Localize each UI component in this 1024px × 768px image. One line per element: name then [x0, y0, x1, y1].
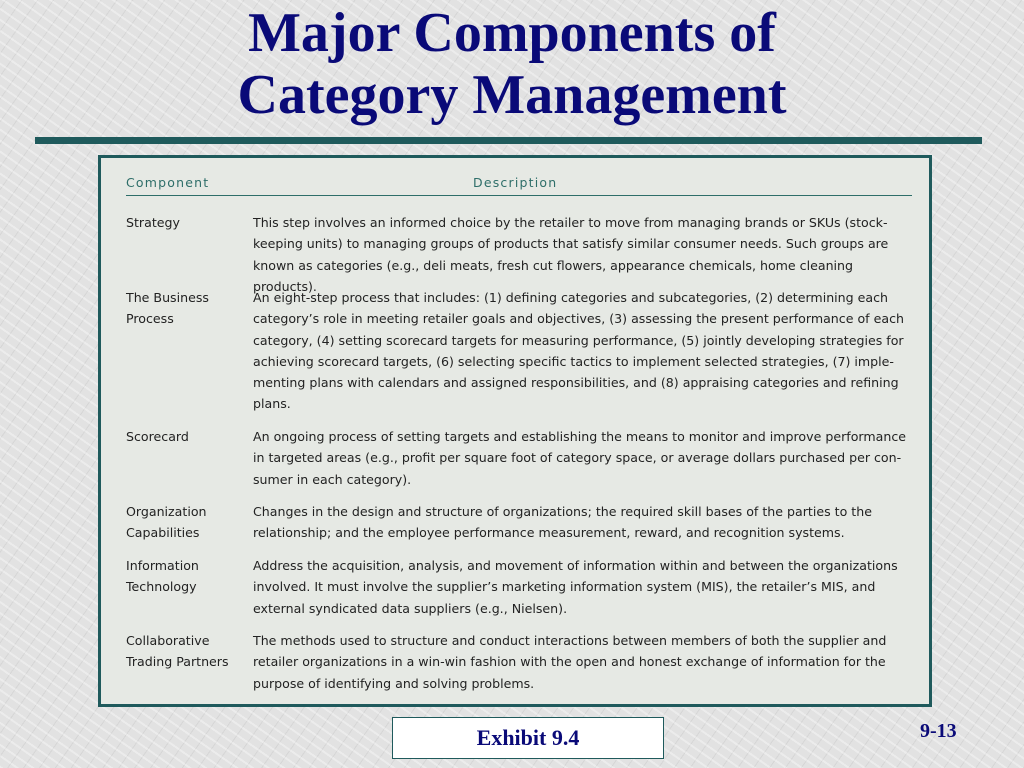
component-text: Information	[126, 558, 199, 573]
component-text: The Business	[126, 290, 209, 305]
component-text: Collaborative	[126, 633, 210, 648]
component-text: Organization	[126, 504, 207, 519]
description-line: Changes in the design and structure of organizations; the required skill bases of the parties to the	[253, 504, 872, 519]
description-line: in targeted areas (e.g., profit per square foot of category space, or average dollars purchased per con-	[253, 450, 902, 466]
title-divider	[35, 137, 982, 144]
description-line: An eight-step process that includes: (1) defining categories and subcategories, (2) determining each	[253, 290, 889, 305]
description-column-header: Description	[473, 175, 558, 190]
title-line-2: Category Management	[237, 64, 787, 126]
component-text: Trading Partners	[126, 654, 229, 670]
component-text: Technology	[126, 579, 197, 595]
exhibit-table	[98, 155, 932, 707]
component-cell	[126, 287, 251, 330]
component-cell	[126, 630, 251, 673]
description-line: sumer in each category).	[253, 471, 412, 487]
component-column-header: Component	[126, 175, 210, 190]
description-cell	[253, 212, 913, 297]
description-line: retailer organizations in a win-win fashion with the open and honest exchange of information for the	[253, 654, 886, 670]
component-cell	[126, 555, 251, 598]
description-cell	[253, 287, 913, 415]
page-number: 9-13	[920, 720, 957, 742]
description-line: The methods used to structure and conduct interactions between members of both the supplier and	[253, 633, 887, 648]
description-line: purpose of identifying and solving problems.	[253, 675, 535, 691]
description-line: This step involves an informed choice by the retailer to move from managing brands or SKUs (stock-	[253, 215, 888, 230]
component-text: Capabilities	[126, 525, 200, 541]
component-cell	[126, 212, 251, 233]
description-line: keeping units) to managing groups of products that satisfy similar consumer needs. Such groups are	[253, 236, 889, 252]
description-line: Address the acquisition, analysis, and movement of information within and between the organizations	[253, 558, 898, 573]
description-cell	[253, 630, 913, 694]
slide-title	[0, 2, 1024, 126]
table-header	[126, 175, 912, 196]
description-line: relationship; and the employee performance measurement, reward, and recognition systems.	[253, 525, 845, 541]
description-line: known as categories (e.g., deli meats, fresh cut flowers, appearance chemicals, home cleaning products).	[253, 257, 854, 294]
description-line: involved. It must involve the supplier’s marketing information system (MIS), the retailer’s MIS, and	[253, 579, 876, 595]
component-text: Strategy	[126, 215, 180, 230]
component-text: Scorecard	[126, 429, 189, 444]
description-cell	[253, 555, 913, 619]
description-line: menting plans with calendars and assigned responsibilities, and (8) appraising categories and refining	[253, 375, 899, 391]
description-line: achieving scorecard targets, (6) selecting specific tactics to implement selected strategies, (7) imple-	[253, 353, 894, 369]
component-text: Process	[126, 311, 174, 327]
description-line: external syndicated data suppliers (e.g., Nielsen).	[253, 600, 568, 616]
description-line: plans.	[253, 396, 291, 412]
description-line: category’s role in meeting retailer goals and objectives, (3) assessing the present performance of each	[253, 311, 904, 327]
description-line: An ongoing process of setting targets and establishing the means to monitor and improve performance	[253, 429, 906, 444]
description-cell	[253, 426, 913, 490]
component-cell	[126, 426, 251, 447]
description-cell	[253, 501, 913, 544]
description-line: category, (4) setting scorecard targets for measuring performance, (5) jointly developing strategies for	[253, 332, 904, 348]
component-cell	[126, 501, 251, 544]
title-line-1: Major Components of	[248, 2, 776, 64]
exhibit-label: Exhibit 9.4	[392, 717, 664, 759]
